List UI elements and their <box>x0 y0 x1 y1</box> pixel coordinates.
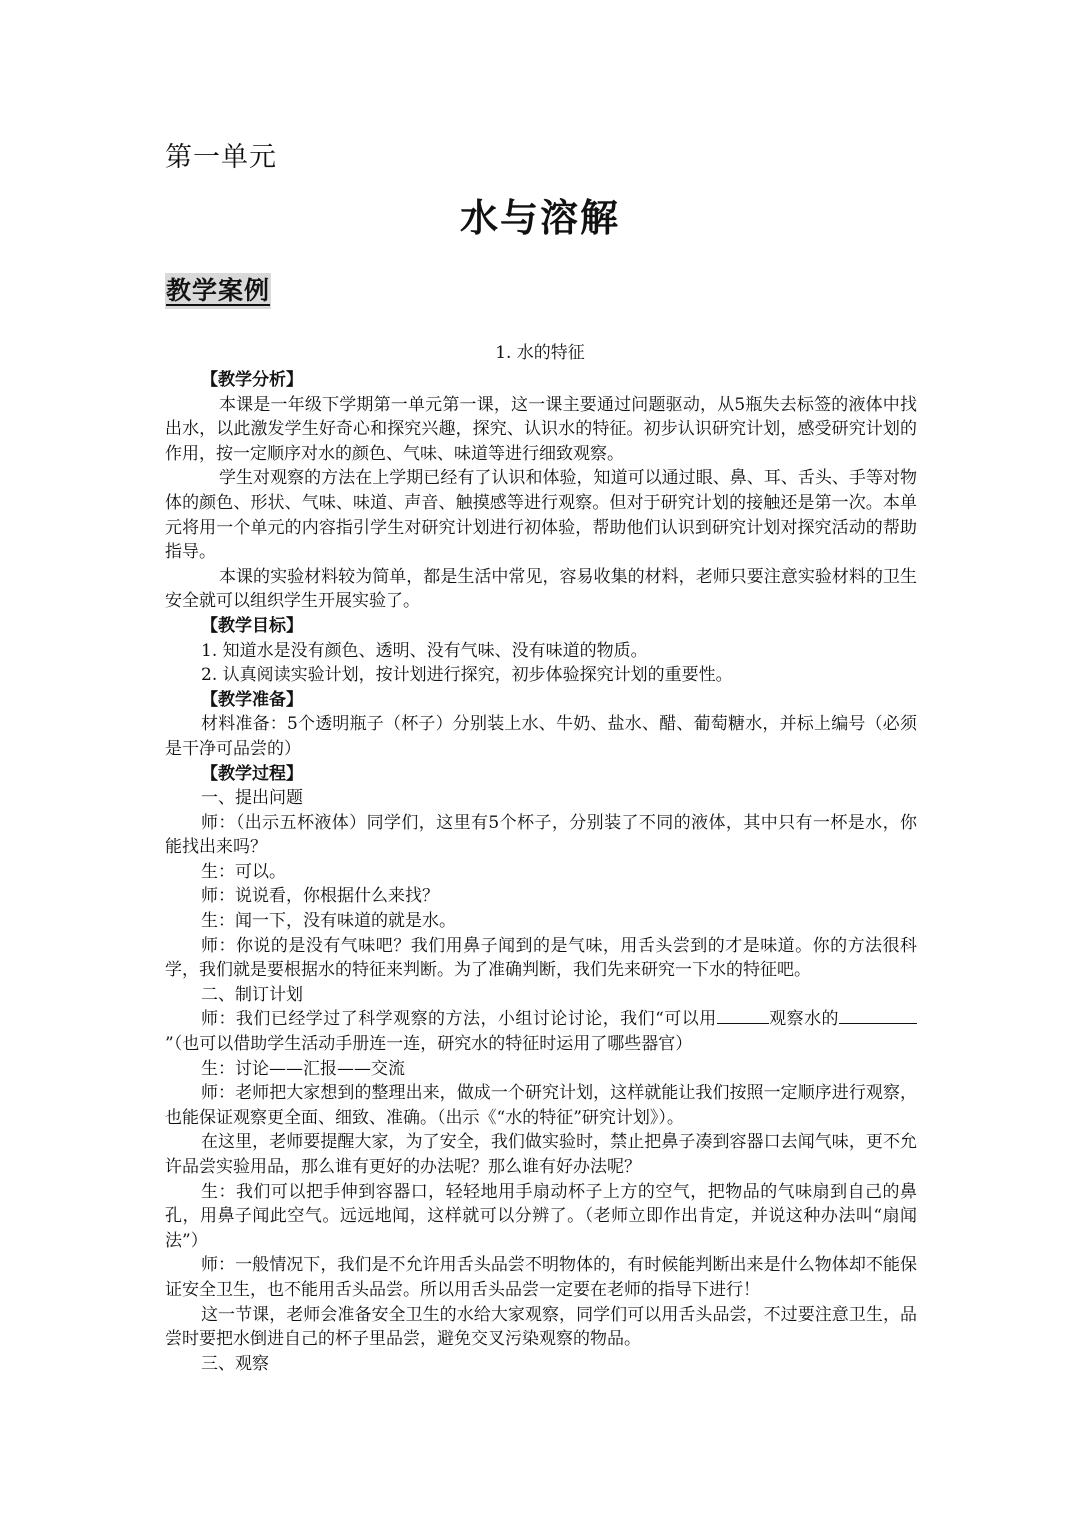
prep-heading: 【教学准备】 <box>201 689 303 710</box>
goal-item: 2. 认真阅读实验计划，按计划进行探究，初步体验探究计划的重要性。 <box>201 665 733 686</box>
process-heading: 【教学过程】 <box>201 763 303 784</box>
dialogue-line: 师：（出示五杯液体）同学们，这里有5个杯子，分别装了不同的液体，其中只有一杯是水，你能找出来吗？ <box>165 812 917 858</box>
process-step: 三、观察 <box>201 1353 269 1374</box>
dialogue-line: 师：你说的是没有气味吧？我们用鼻子闻到的是气味，用舌头尝到的才是味道。你的方法很科学，我们就是要根据水的特征来判断。为了准确判断，我们先来研究一下水的特征吧。 <box>165 935 917 981</box>
dialogue-text: 师：我们已经学过了科学观察的方法，小组讨论讨论，我们“可以用 <box>201 1009 717 1030</box>
analysis-paragraph: 本课是一年级下学期第一单元第一课，这一课主要通过问题驱动，从5瓶失去标签的液体中找出水，以此激发学生好奇心和探究兴趣，探究、认识水的特征。初步认识研究计划，感受研究计划的作用，按一定顺序对水的颜色、气味、味道等进行细致观察。 <box>165 394 917 464</box>
analysis-paragraph: 本课的实验材料较为简单，都是生活中常见，容易收集的材料，老师只要注意实验材料的卫生安全就可以组织学生开展实验了。 <box>165 566 917 612</box>
dialogue-line: 在这里，老师要提醒大家，为了安全，我们做实验时，禁止把鼻子凑到容器口去闻气味，更不允许品尝实验用品，那么谁有更好的办法呢？那么谁有好办法呢？ <box>165 1132 917 1177</box>
dialogue-text: ”（也可以借助学生活动手册连一连，研究水的特征时运用了哪些器官） <box>165 1034 693 1055</box>
goals-heading: 【教学目标】 <box>201 615 303 636</box>
lesson-body <box>165 368 917 1376</box>
process-step: 二、制订计划 <box>201 984 303 1005</box>
dialogue-line: 生：讨论——汇报——交流 <box>201 1058 405 1079</box>
analysis-heading: 【教学分析】 <box>201 370 303 390</box>
unit-label: 第一单元 <box>165 142 277 173</box>
fill-in-blank <box>717 1007 769 1024</box>
dialogue-line: 师：一般情况下，我们是不允许用舌头品尝不明物体的，有时候能判断出来是什么物体却不能保证安全卫生，也不能用舌头品尝。所以用舌头品尝一定要在老师的指导下进行！ <box>165 1255 917 1300</box>
page-title: 水与溶解 <box>459 196 620 240</box>
lesson-title: 1. 水的特征 <box>495 343 585 363</box>
dialogue-line: 这一节课，老师会准备安全卫生的水给大家观察，同学们可以用舌头品尝，不过要注意卫生，品尝时要把水倒进自己的杯子里品尝，避免交叉污染观察的物品。 <box>165 1304 917 1350</box>
prep-paragraph: 材料准备：5个透明瓶子（杯子）分别装上水、牛奶、盐水、醋、葡萄糖水，并标上编号（必须是干净可品尝的） <box>165 714 917 759</box>
dialogue-text: 观察水的 <box>768 1009 839 1030</box>
dialogue-line: 师：说说看，你根据什么来找？ <box>201 886 439 907</box>
dialogue-line: 生：我们可以把手伸到容器口，轻轻地用手扇动杯子上方的空气，把物品的气味扇到自己的鼻孔，用鼻子闻此空气。远远地闻，这样就可以分辨了。（老师立即作出肯定，并说这种办法叫“扇闻法”） <box>165 1181 917 1251</box>
goal-item: 1. 知道水是没有颜色、透明、没有气味、没有味道的物质。 <box>201 640 648 661</box>
section-heading: 教学案例 <box>165 273 271 309</box>
dialogue-line-fill-in <box>165 1007 917 1056</box>
process-step: 一、提出问题 <box>201 788 303 809</box>
dialogue-line: 生：闻一下，没有味道的就是水。 <box>201 911 456 932</box>
dialogue-line: 师：老师把大家想到的整理出来，做成一个研究计划，这样就能让我们按照一定顺序进行观察，也能保证观察更全面、细致、准确。（出示《“水的特征”研究计划》）。 <box>165 1083 917 1128</box>
analysis-paragraph: 学生对观察的方法在上学期已经有了认识和体验，知道可以通过眼、鼻、耳、舌头、手等对物体的颜色、形状、气味、味道、声音、触摸感等进行观察。但对于研究计划的接触还是第一次。本单元将用一个单元的内容指引学生对研究计划进行初体验，帮助他们认识到研究计划对探究活动的帮助指导。 <box>165 468 917 563</box>
fill-in-blank <box>839 1007 917 1024</box>
dialogue-line: 生：可以。 <box>201 861 286 882</box>
